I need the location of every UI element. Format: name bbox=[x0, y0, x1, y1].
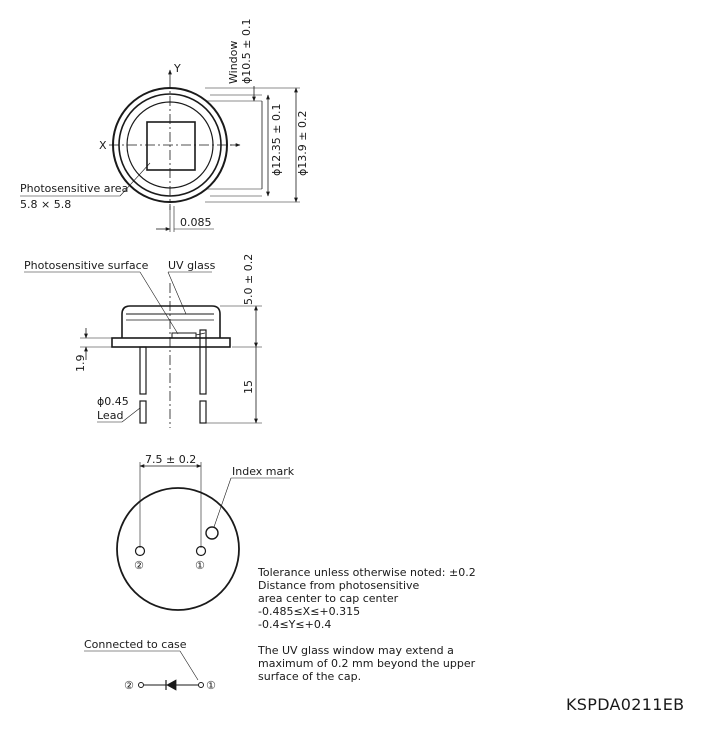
lead-label: Lead bbox=[97, 409, 124, 422]
photosensitive-area bbox=[147, 122, 195, 170]
area-size: 5.8 × 5.8 bbox=[20, 198, 72, 211]
lead-left-lower bbox=[140, 401, 146, 423]
pin-pitch: 7.5 ± 0.2 bbox=[145, 453, 197, 466]
schematic-pin-1-node bbox=[199, 683, 204, 688]
photosensitive-surface-label: Photosensitive surface bbox=[24, 259, 149, 272]
uv-glass-label: UV glass bbox=[168, 259, 216, 272]
schematic-pin-2-label: ② bbox=[124, 679, 134, 692]
distance-note-line1: Distance from photosensitive bbox=[258, 579, 420, 592]
index-mark bbox=[206, 527, 218, 539]
window-dimension: ϕ10.5 ± 0.1 bbox=[240, 18, 253, 84]
lead-diameter: ϕ0.45 bbox=[97, 395, 129, 408]
offset-dimension: 0.085 bbox=[180, 216, 212, 229]
y-range-note: -0.4≤Y≤+0.4 bbox=[258, 618, 332, 631]
cap-body bbox=[122, 306, 220, 338]
diode-symbol bbox=[167, 680, 176, 690]
glass-note-line2: maximum of 0.2 mm beyond the upper bbox=[258, 657, 476, 670]
area-label: Photosensitive area bbox=[20, 182, 129, 195]
bottom-flange-outline bbox=[117, 488, 239, 610]
schematic-pin-1-label: ① bbox=[206, 679, 216, 692]
glass-note-line1: The UV glass window may extend a bbox=[258, 644, 454, 657]
schematic bbox=[84, 651, 204, 690]
notes-block bbox=[258, 566, 476, 683]
glass-leader bbox=[168, 272, 186, 314]
drawing-code: KSPDA0211EB bbox=[566, 695, 685, 714]
index-mark-label: Index mark bbox=[232, 465, 295, 478]
flange-thickness: 1.9 bbox=[74, 354, 87, 372]
glass-note-line3: surface of the cap. bbox=[258, 670, 362, 683]
x-range-note: -0.485≤X≤+0.315 bbox=[258, 605, 361, 618]
tolerance-note: Tolerance unless otherwise noted: ±0.2 bbox=[258, 566, 476, 579]
x-axis-label: X bbox=[99, 139, 107, 152]
flange-dimension: ϕ13.9 ± 0.2 bbox=[296, 110, 309, 176]
flange bbox=[112, 338, 230, 347]
case-leader bbox=[180, 651, 198, 680]
height-dimension: 5.0 ± 0.2 bbox=[242, 253, 255, 305]
pin-2-label: ② bbox=[134, 559, 144, 572]
distance-note-line2: area center to cap center bbox=[258, 592, 399, 605]
side-view bbox=[24, 272, 262, 428]
notes-spacer bbox=[258, 631, 476, 644]
window-label: Window bbox=[227, 40, 240, 84]
lead-length: 15 bbox=[242, 380, 255, 394]
connected-to-case-label: Connected to case bbox=[84, 638, 187, 651]
y-axis-label: Y bbox=[174, 62, 181, 75]
lead-right-upper bbox=[200, 330, 206, 394]
lead-left-upper bbox=[140, 347, 146, 394]
pin-1-label: ① bbox=[195, 559, 205, 572]
schematic-pin-2-node bbox=[139, 683, 144, 688]
cap-dimension: ϕ12.35 ± 0.1 bbox=[270, 103, 283, 176]
lead-leader bbox=[122, 408, 140, 422]
lead-right-lower bbox=[200, 401, 206, 423]
